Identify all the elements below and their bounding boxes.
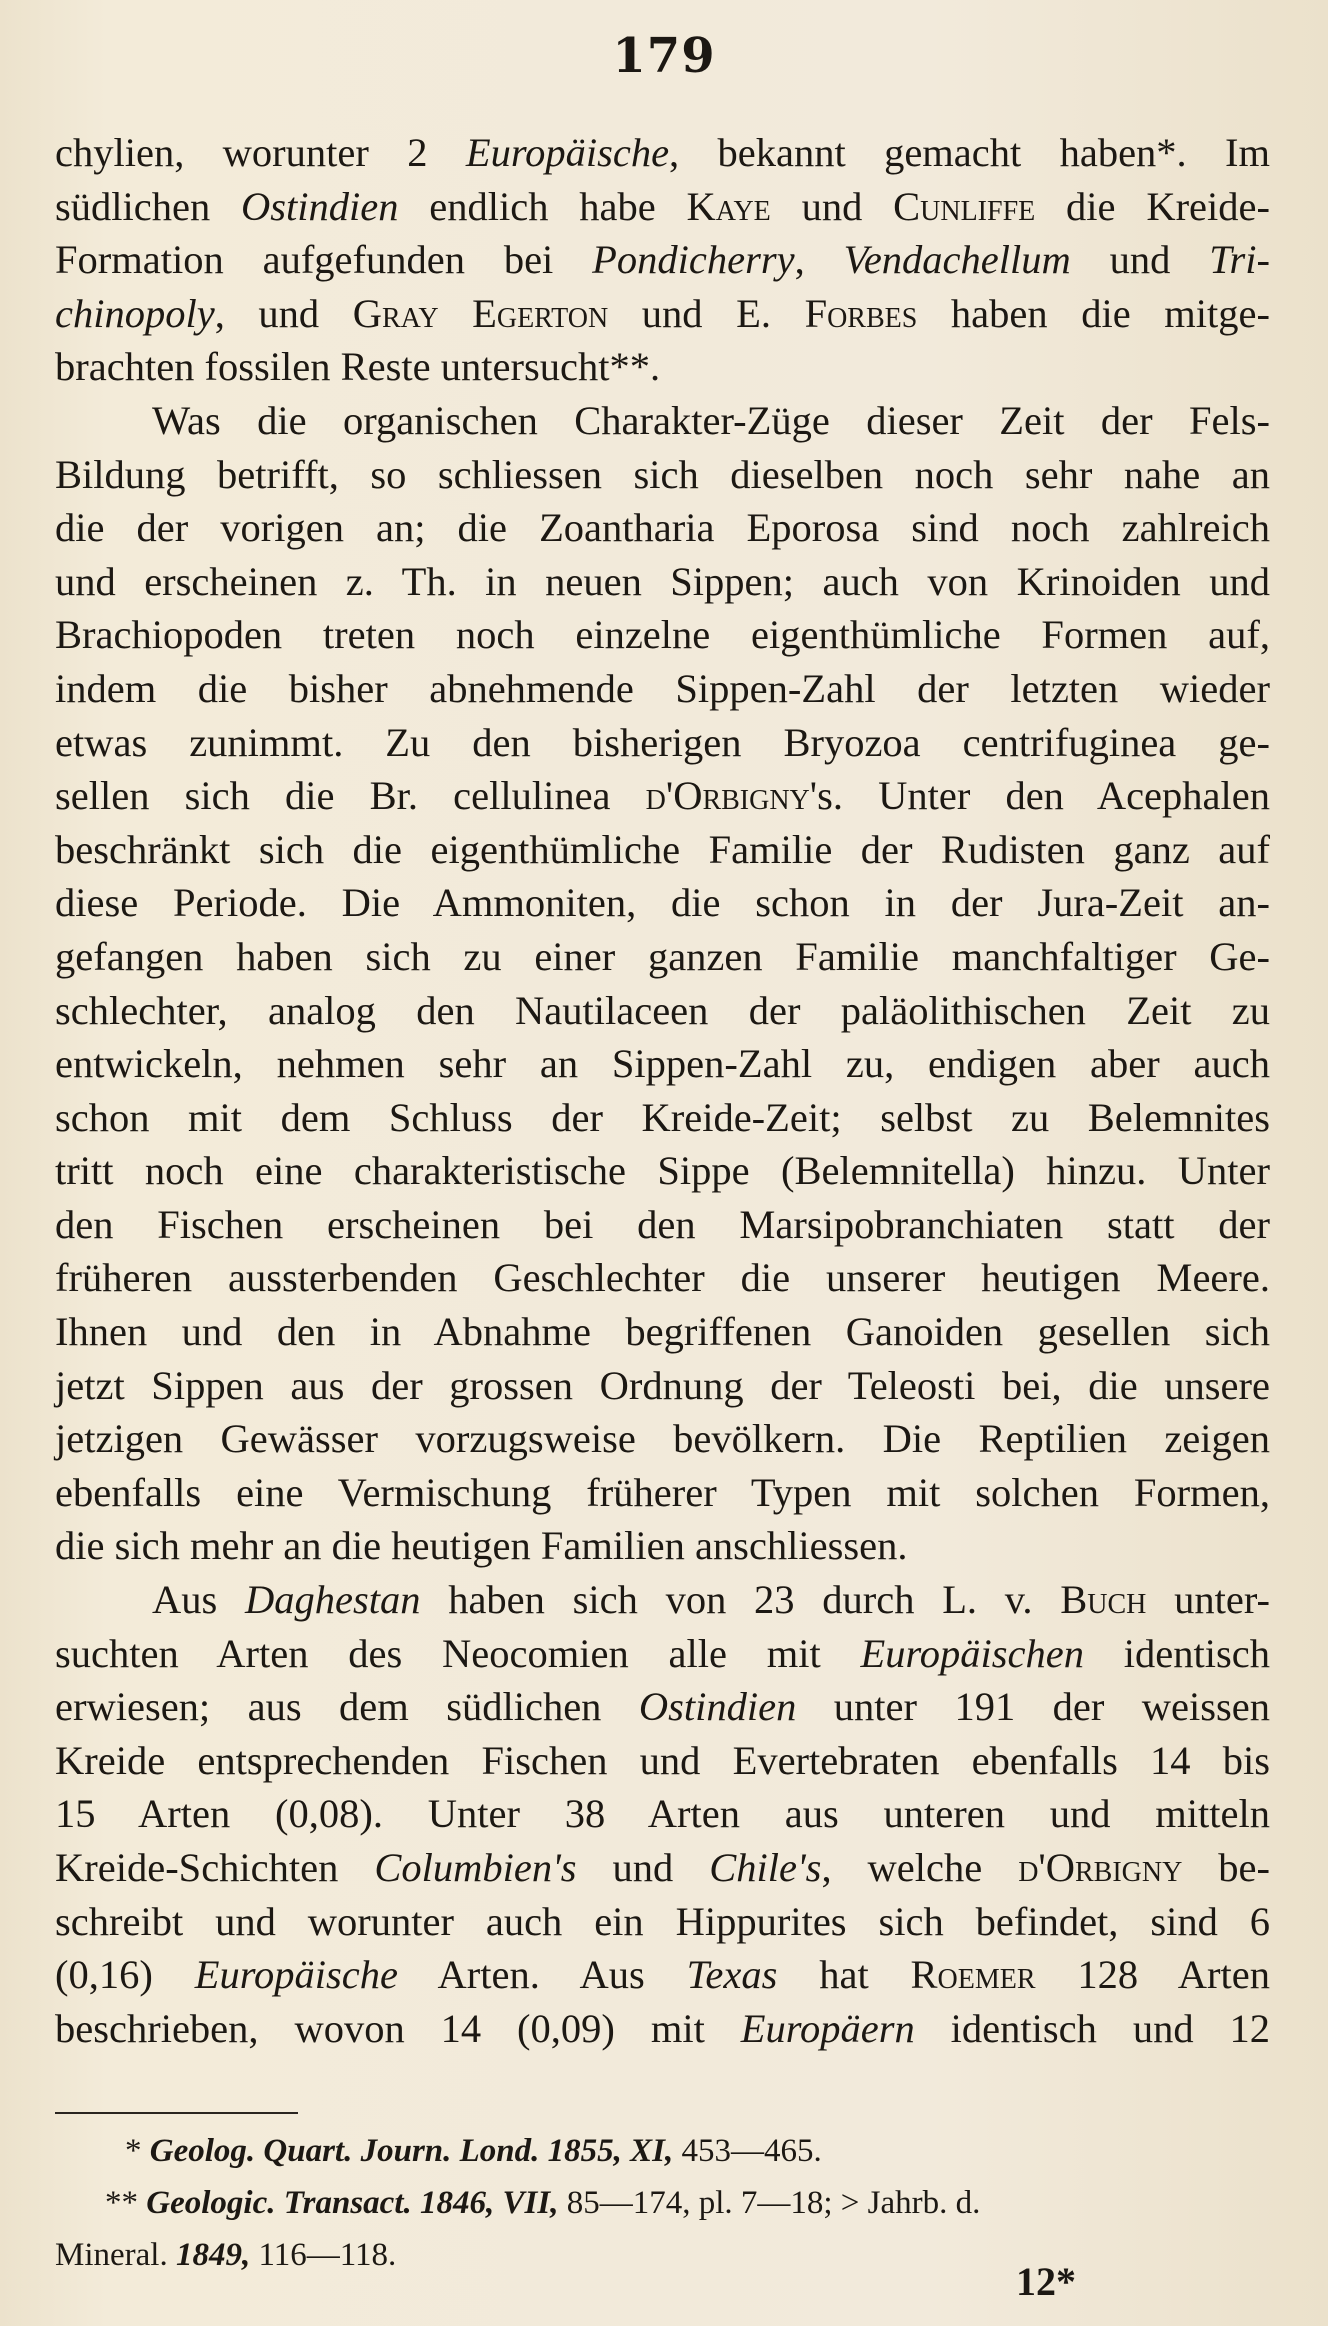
- text-segment: und: [576, 1845, 710, 1890]
- text-segment: sellen sich die Br. cellulinea: [55, 773, 646, 819]
- text-segment: den Fischen erscheinen bei den Marsipobranchiaten statt der: [55, 1201, 1270, 1247]
- text-line: [55, 1466, 1270, 1520]
- text-segment: Texas: [686, 1952, 778, 1998]
- body-text: [55, 126, 1270, 2055]
- text-line: [55, 1091, 1270, 1145]
- text-segment: Buch: [1060, 1577, 1147, 1623]
- text-line: [55, 1734, 1270, 1788]
- text-segment: Pondicherry: [592, 237, 795, 283]
- text-segment: unter 191 der weissen: [796, 1684, 1271, 1730]
- footnote-segment: *: [125, 2133, 150, 2169]
- text-segment: südlichen: [55, 183, 242, 229]
- text-segment: Vendachellum: [843, 237, 1071, 283]
- text-segment: entwickeln, nehmen sehr an Sippen-Zahl zu, endigen aber auch: [55, 1041, 1270, 1087]
- text-segment: jetzigen Gewässer vorzugsweise bevölkern. Die Reptilien zeigen: [55, 1416, 1270, 1462]
- text-line: [55, 1680, 1270, 1734]
- text-segment: suchten Arten des Neocomien alle mit: [55, 1630, 861, 1676]
- text-line: [55, 1841, 1270, 1895]
- text-segment: , welche: [821, 1845, 1019, 1890]
- text-line: [55, 555, 1270, 609]
- text-line: [55, 233, 1270, 287]
- text-segment: hat: [777, 1952, 911, 1998]
- text-segment: erwiesen; aus dem südlichen: [55, 1684, 639, 1730]
- text-segment: 's. Unter den Acephalen: [809, 773, 1270, 819]
- text-line: [55, 1787, 1270, 1841]
- text-segment: ,: [794, 237, 844, 283]
- text-segment: (0,16): [55, 1952, 195, 1998]
- text-segment: chinopoly: [55, 290, 215, 336]
- text-segment: Was die organischen Charakter-Züge dieser Zeit der Fels-: [152, 397, 1270, 443]
- text-line: [55, 1305, 1270, 1359]
- text-segment: be-: [1182, 1845, 1271, 1890]
- text-segment: und erscheinen z. Th. in neuen Sippen; auch von Krinoiden und: [55, 558, 1270, 604]
- text-segment: früheren aussterbenden Geschlechter die unserer heutigen Meere.: [55, 1255, 1270, 1301]
- text-segment: und E.: [608, 290, 805, 336]
- footnote-segment: Geolog. Quart. Journ. Lond. 1855, XI,: [149, 2133, 674, 2169]
- text-segment: Bildung betrifft, so schliessen sich dieselben noch sehr nahe an: [55, 451, 1270, 497]
- page-number: 179: [612, 28, 716, 84]
- text-line: [55, 608, 1270, 662]
- footnote-segment: 85—174, pl. 7—18;: [558, 2185, 841, 2221]
- signature-mark: 12*: [1016, 2259, 1076, 2304]
- text-segment: , und: [214, 290, 353, 336]
- text-line: [55, 1573, 1270, 1627]
- text-segment: ebenfalls eine Vermischung früherer Typen mit solchen Formen,: [55, 1469, 1270, 1515]
- text-line: [55, 1198, 1270, 1252]
- text-segment: schreibt und worunter auch ein Hippurites sich befindet, sind 6: [55, 1898, 1270, 1944]
- text-segment: schon mit dem Schluss der Kreide-Zeit; selbst zu Belemnites: [55, 1094, 1270, 1140]
- text-segment: Formation aufgefunden bei: [55, 237, 593, 283]
- text-line: [55, 1948, 1270, 2002]
- text-segment: endlich habe: [398, 183, 687, 229]
- footnote-segment: 453—465.: [673, 2133, 822, 2169]
- text-line: [55, 1251, 1270, 1305]
- text-segment: Tri-: [1209, 237, 1270, 283]
- text-segment: Kreide-Schichten: [55, 1845, 375, 1890]
- text-segment: Ihnen und den in Abnahme begriffenen Ganoiden gesellen sich: [55, 1309, 1270, 1355]
- text-segment: identisch und 12: [914, 2005, 1270, 2051]
- text-line: [55, 876, 1270, 930]
- text-line: [55, 930, 1270, 984]
- text-line: [55, 984, 1270, 1038]
- text-segment: gefangen haben sich zu einer ganzen Familie manchfaltiger Ge-: [55, 933, 1270, 979]
- text-segment: Cunliffe: [893, 183, 1036, 229]
- footnote-line: [55, 2229, 1270, 2281]
- text-segment: beschränkt sich die eigenthümliche Familie der Rudisten ganz auf: [55, 826, 1270, 872]
- text-line: [55, 287, 1270, 341]
- text-line: [55, 1037, 1270, 1091]
- text-segment: Arten. Aus: [397, 1952, 687, 1998]
- footnotes: [55, 2125, 1270, 2281]
- text-segment: 15 Arten (0,08). Unter 38 Arten aus unteren und mitteln: [55, 1791, 1270, 1837]
- text-segment: Roemer: [910, 1952, 1036, 1998]
- text-line: [55, 448, 1270, 502]
- text-segment: jetzt Sippen aus der grossen Ordnung der Teleosti bei, die unsere: [55, 1362, 1270, 1408]
- text-line: [55, 2002, 1270, 2056]
- text-line: [55, 716, 1270, 770]
- text-segment: Europäischen: [860, 1630, 1084, 1676]
- text-segment: Europäern: [740, 2005, 915, 2051]
- text-segment: Kreide entsprechenden Fischen und Evertebraten ebenfalls 14 bis: [55, 1737, 1270, 1783]
- text-segment: chylien, worunter 2: [55, 130, 466, 175]
- text-segment: Daghestan: [244, 1577, 421, 1623]
- text-line: [55, 126, 1270, 180]
- text-segment: die sich mehr an die heutigen Familien anschliessen.: [55, 1523, 908, 1569]
- footnote-segment: Geologic. Transact. 1846, VII,: [146, 2185, 559, 2221]
- text-segment: Europäische: [194, 1952, 398, 1998]
- text-segment: Brachiopoden treten noch einzelne eigenthümliche Formen auf,: [55, 612, 1270, 658]
- text-segment: Columbien's: [374, 1845, 577, 1890]
- text-segment: haben die mitge-: [917, 290, 1270, 336]
- text-line: [55, 1412, 1270, 1466]
- text-segment: schlechter, analog den Nautilaceen der paläolithischen Zeit zu: [55, 987, 1270, 1033]
- text-line: [55, 1519, 1270, 1573]
- text-segment: die Kreide-: [1035, 183, 1271, 229]
- text-line: [55, 1895, 1270, 1949]
- footnote-segment: Jahrb. d.: [859, 2185, 981, 2221]
- text-line: [55, 394, 1270, 448]
- text-segment: Forbes: [804, 290, 918, 336]
- text-segment: tritt noch eine charakteristische Sippe (Belemnitella) hinzu. Unter: [55, 1148, 1270, 1194]
- text-segment: 128 Arten: [1035, 1952, 1270, 1998]
- text-line: [55, 662, 1270, 716]
- text-segment: und: [1070, 237, 1210, 283]
- text-line: [55, 1359, 1270, 1413]
- text-segment: unter-: [1146, 1577, 1270, 1623]
- footnote-line: [55, 2177, 1270, 2229]
- text-segment: Aus: [152, 1577, 245, 1623]
- text-segment: d'Orbigny: [1018, 1845, 1183, 1890]
- text-line: [55, 823, 1270, 877]
- text-segment: Europäische: [465, 130, 670, 175]
- footnote-segment: Mineral.: [55, 2237, 176, 2273]
- text-segment: haben sich von 23 durch L. v.: [420, 1577, 1061, 1623]
- footnote-segment: 116—118.: [250, 2237, 397, 2273]
- text-line: [55, 180, 1270, 234]
- text-segment: und: [770, 183, 894, 229]
- text-segment: , bekannt gemacht haben*. Im: [669, 130, 1271, 175]
- footnote-line: [55, 2125, 1270, 2177]
- text-segment: etwas zunimmt. Zu den bisherigen Bryozoa centrifuginea ge-: [55, 719, 1270, 765]
- text-segment: d'Orbigny: [645, 773, 810, 819]
- footnote-segment: **: [105, 2185, 147, 2221]
- footnote-divider: [55, 2112, 298, 2114]
- footnote-segment: 1849,: [175, 2237, 251, 2273]
- text-segment: indem die bisher abnehmende Sippen-Zahl der letzten wieder: [55, 665, 1270, 711]
- text-line: [55, 1144, 1270, 1198]
- text-segment: die der vorigen an; die Zoantharia Eporosa sind noch zahlreich: [55, 505, 1270, 551]
- footnote-segment: >: [840, 2185, 860, 2221]
- text-segment: Ostindien: [241, 183, 399, 229]
- text-segment: Ostindien: [638, 1684, 797, 1730]
- text-segment: diese Periode. Die Ammoniten, die schon in der Jura-Zeit an-: [55, 880, 1270, 926]
- text-segment: identisch: [1083, 1630, 1270, 1676]
- text-line: [55, 1627, 1270, 1681]
- text-segment: Kaye: [686, 183, 771, 229]
- text-line: [55, 501, 1270, 555]
- text-segment: beschrieben, wovon 14 (0,09) mit: [55, 2005, 741, 2051]
- text-segment: Gray Egerton: [352, 290, 609, 336]
- text-segment: brachten fossilen Reste untersucht**.: [55, 344, 661, 390]
- text-line: [55, 769, 1270, 823]
- text-line: [55, 340, 1270, 394]
- text-segment: Chile's: [709, 1845, 822, 1890]
